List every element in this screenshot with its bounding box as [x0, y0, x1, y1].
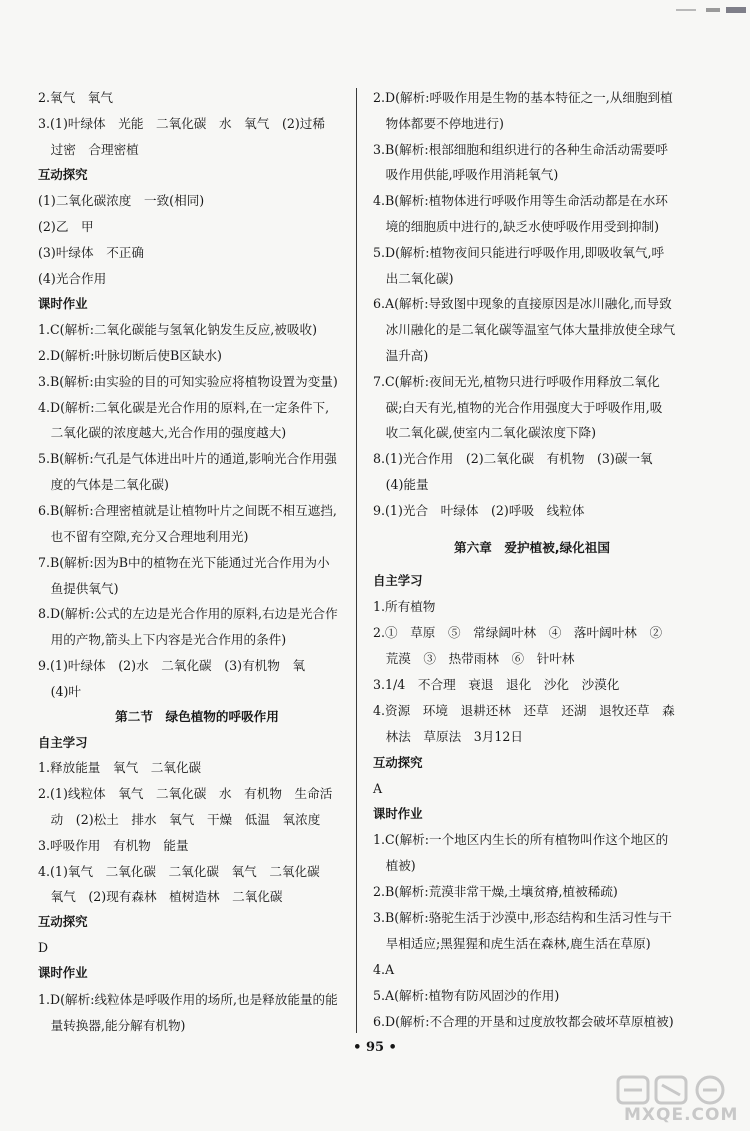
section-heading: 互动探究	[38, 167, 88, 182]
answer-line: 3.B(解析:根部细胞和组织进行的各种生命活动需要呼	[373, 142, 668, 157]
answer-line: (4)叶	[38, 684, 82, 699]
answer-line: 二氧化碳的浓度越大,光合作用的强度越大)	[38, 425, 287, 440]
section-heading: 互动探究	[373, 755, 423, 770]
answer-line: 冰川融化的是二氧化碳等温室气体大量排放使全球气	[373, 322, 676, 337]
answer-line: 6.D(解析:不合理的开垦和过度放牧都会破坏草原植被)	[373, 1014, 674, 1029]
answer-line: 过密 合理密植	[38, 142, 139, 157]
watermark-domain: MXQE.COM	[624, 1105, 739, 1125]
answer-line: 1.释放能量 氧气 二氧化碳	[38, 760, 202, 775]
answer-line: 林法 草原法 3月12日	[373, 729, 523, 744]
answer-line: 2.氧气 氧气	[38, 90, 113, 105]
answer-line: (3)叶绿体 不正确	[38, 245, 144, 260]
answer-line: 8.(1)光合作用 (2)二氧化碳 有机物 (3)碳一氧	[373, 451, 653, 466]
answer-line: 1.所有植物	[373, 599, 436, 614]
answer-line: 量转换器,能分解有机物)	[38, 1018, 186, 1033]
column-divider	[356, 88, 357, 1033]
answer-line: (4)能量	[373, 477, 429, 492]
answer-line: D	[38, 940, 49, 955]
answer-line: 2.D(解析:呼吸作用是生物的基本特征之一,从细胞到植	[373, 90, 673, 105]
answer-line: 9.(1)光合 叶绿体 (2)呼吸 线粒体	[373, 503, 585, 518]
answer-line: 出二氧化碳)	[373, 271, 454, 286]
answer-line: 植被)	[373, 858, 416, 873]
answer-line: 3.B(解析:骆驼生活于沙漠中,形态结构和生活习性与干	[373, 910, 672, 925]
answer-line: 鱼提供氧气)	[38, 581, 119, 596]
answer-line: 6.A(解析:导致图中现象的直接原因是冰川融化,而导致	[373, 296, 672, 311]
chapter-title: 第二节 绿色植物的呼吸作用	[115, 709, 279, 724]
answer-line: 3.1/4 不合理 衰退 退化 沙化 沙漠化	[373, 677, 620, 692]
section-heading: 课时作业	[373, 806, 423, 821]
answer-line: 碳;白天有光,植物的光合作用强度大于呼吸作用,吸	[373, 400, 663, 415]
answer-line: 7.C(解析:夜间无光,植物只进行呼吸作用释放二氧化	[373, 374, 660, 389]
section-heading: 自主学习	[373, 573, 423, 588]
answer-line: A	[373, 781, 383, 796]
answer-line: 4.(1)氧气 二氧化碳 二氧化碳 氧气 二氧化碳	[38, 864, 320, 879]
watermark-logo	[610, 1075, 750, 1127]
answer-line: 旱相适应;黑猩猩和虎生活在森林,鹿生活在草原)	[373, 936, 651, 951]
answer-line: 6.B(解析:合理密植就是让植物叶片之间既不相互遮挡,	[38, 503, 337, 518]
answer-line: 1.C(解析:一个地区内生长的所有植物叫作这个地区的	[373, 832, 669, 847]
answer-line: 2.B(解析:荒漠非常干燥,土壤贫瘠,植被稀疏)	[373, 884, 618, 899]
answer-line: 5.D(解析:植物夜间只能进行呼吸作用,即吸收氧气,呼	[373, 245, 665, 260]
answer-line: 2.(1)线粒体 氧气 二氧化碳 水 有机物 生命活	[38, 786, 333, 801]
answer-line: 8.D(解析:公式的左边是光合作用的原料,右边是光合作	[38, 606, 338, 621]
answer-line: 9.(1)叶绿体 (2)水 二氧化碳 (3)有机物 氧	[38, 658, 306, 673]
section-heading: 自主学习	[38, 735, 88, 750]
answer-line: 3.(1)叶绿体 光能 二氧化碳 水 氧气 (2)过稀	[38, 116, 325, 131]
answer-line: (4)光合作用	[38, 271, 107, 286]
answer-line: 氧气 (2)现有森林 植树造林 二氧化碳	[38, 889, 283, 904]
answer-line: 度的气体是二氧化碳)	[38, 477, 169, 492]
answer-line: 温升高)	[373, 348, 429, 363]
section-heading: 课时作业	[38, 296, 88, 311]
answer-line: 1.C(解析:二氧化碳能与氢氧化钠发生反应,被吸收)	[38, 322, 318, 337]
answer-line: 4.D(解析:二氧化碳是光合作用的原料,在一定条件下,	[38, 400, 330, 415]
answer-line: 4.B(解析:植物体进行呼吸作用等生命活动都是在水环	[373, 193, 668, 208]
answer-line: 荒漠 ③ 热带雨林 ⑥ 针叶林	[373, 651, 575, 666]
answer-line: 5.B(解析:气孔是气体进出叶片的通道,影响光合作用强	[38, 451, 337, 466]
answer-line: 动 (2)松土 排水 氧气 干燥 低温 氧浓度	[38, 812, 321, 827]
answer-line: 4.资源 环境 退耕还林 还草 还湖 退牧还草 森	[373, 703, 675, 718]
answer-line: 1.D(解析:线粒体是呼吸作用的场所,也是释放能量的能	[38, 992, 338, 1007]
page-number: • 95 •	[353, 1040, 397, 1055]
section-heading: 课时作业	[38, 965, 88, 980]
answer-line: 物体都要不停地进行)	[373, 116, 504, 131]
answer-line: (1)二氧化碳浓度 一致(相同)	[38, 193, 205, 208]
answer-line: 4.A	[373, 962, 395, 977]
section-heading: 互动探究	[38, 914, 88, 929]
answer-line: 2.① 草原 ⑤ 常绿阔叶林 ④ 落叶阔叶林 ②	[373, 625, 663, 640]
answer-line: 收二氧化碳,使室内二氧化碳浓度下降)	[373, 425, 597, 440]
answer-line: 3.呼吸作用 有机物 能量	[38, 838, 189, 853]
answer-line: 2.D(解析:叶脉切断后使B区缺水)	[38, 348, 222, 363]
chapter-title: 第六章 爱护植被,绿化祖国	[454, 540, 610, 555]
answer-line: 也不留有空隙,充分又合理地利用光)	[38, 529, 249, 544]
answer-line: 3.B(解析:由实验的目的可知实验应将植物设置为变量)	[38, 374, 338, 389]
answer-line: 7.B(解析:因为B中的植物在光下能通过光合作用为小	[38, 555, 330, 570]
answer-line: 用的产物,箭头上下内容是光合作用的条件)	[38, 632, 287, 647]
answer-line: 5.A(解析:植物有防风固沙的作用)	[373, 988, 560, 1003]
answer-line: (2)乙 甲	[38, 219, 94, 234]
scan-edge-mark	[666, 0, 750, 8]
answer-line: 境的细胞质中进行的,缺乏水使呼吸作用受到抑制)	[373, 219, 659, 234]
answer-line: 吸作用供能,呼吸作用消耗氧气)	[373, 167, 559, 182]
